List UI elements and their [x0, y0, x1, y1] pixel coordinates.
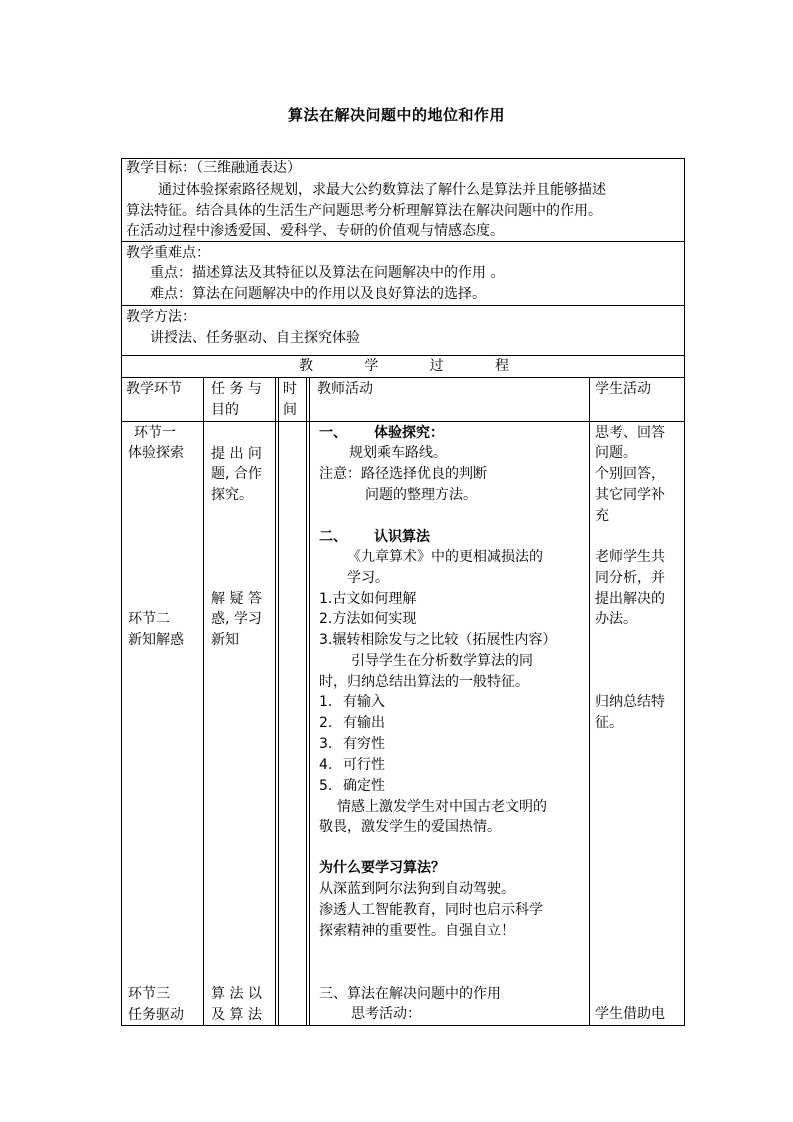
teacher-line: 《九章算术》中的更相减损法的: [347, 549, 543, 565]
teacher-list-item: 1.古文如何理解: [319, 591, 417, 607]
process-header-char: 教: [299, 358, 313, 374]
objectives-line: 在活动过程中渗透爱国、爱科学、专研的价值观与情感态度。: [126, 223, 504, 239]
stage-1-label: 环节一: [134, 425, 176, 441]
teacher-line: 渗透人工智能教育，同时也启示科学: [319, 902, 543, 918]
feature-number: 2.: [319, 715, 333, 731]
column-header-student: 学生活动: [595, 381, 651, 397]
teacher-line: 思考活动：: [351, 1006, 421, 1022]
student-line: 其它同学补: [595, 487, 665, 503]
column-header-task: 任 务 与: [211, 381, 262, 397]
row-divider: [121, 305, 685, 306]
teacher-line: 敬畏，激发学生的爱国热情。: [319, 819, 501, 835]
keypoints-difficult: 难点：算法在问题解决中的作用以及良好算法的选择。: [150, 286, 486, 302]
column-header-stage: 教学环节: [126, 381, 182, 397]
feature-text: 有穷性: [343, 736, 385, 752]
col-divider: [309, 377, 310, 1026]
student-line: 问题。: [595, 445, 637, 461]
process-header: [299, 356, 509, 377]
feature-text: 有输出: [343, 715, 385, 731]
methods-text: 讲授法、任务驱动、自主探究体验: [150, 330, 360, 346]
section-1-title: 体验探究：: [374, 425, 444, 441]
process-header-char: 学: [364, 358, 379, 374]
objectives-line: 通过体验探索路径规划，求最大公约数算法了解什么是算法并且能够描述: [158, 182, 606, 198]
teacher-list-item: 3.辗转相除发与之比较（拓展性内容）: [319, 632, 557, 648]
table-border-right: [684, 158, 685, 1026]
col-divider: [278, 377, 279, 1026]
why-title: 为什么要学习算法？: [319, 860, 445, 876]
feature-number: 5.: [319, 778, 333, 794]
feature-text: 可行性: [343, 757, 385, 773]
column-header-teacher: 教师活动: [317, 381, 373, 397]
student-line: 提出解决的: [595, 591, 665, 607]
objectives-line: 算法特征。结合具体的生活生产问题思考分析理解算法在解决问题中的作用。: [126, 203, 602, 219]
task-1-line: 题, 合作: [211, 466, 262, 482]
column-header-task: 目的: [211, 402, 239, 418]
col-divider: [306, 377, 307, 1026]
process-header-char: 过: [429, 358, 444, 374]
process-header-char: 程: [494, 358, 509, 374]
methods-label: 教学方法：: [126, 309, 196, 325]
task-2-line: 新知: [211, 632, 239, 648]
feature-number: 3.: [319, 736, 333, 752]
student-line: 归纳总结特: [595, 694, 665, 710]
section-2-number: 二、: [319, 529, 347, 545]
stage-3-label: 环节三: [128, 986, 170, 1002]
feature-number: 1.: [319, 694, 333, 710]
student-line: 征。: [595, 715, 623, 731]
student-line: 思考、回答: [595, 425, 665, 441]
teacher-line: 注意：路径选择优良的判断: [319, 466, 487, 482]
teacher-line: 探索精神的重要性。自强自立！: [319, 923, 515, 939]
feature-number: 4.: [319, 757, 333, 773]
teacher-line: 情感上激发学生对中国古老文明的: [337, 799, 547, 815]
teacher-line: 学习。: [347, 570, 389, 586]
stage-2-name: 新知解惑: [128, 632, 184, 648]
feature-text: 有输入: [343, 694, 385, 710]
feature-text: 确定性: [343, 778, 385, 794]
stage-2-label: 环节二: [128, 611, 170, 627]
student-line: 同分析，并: [595, 570, 665, 586]
student-line: 老师学生共: [595, 549, 665, 565]
page-title: 算法在解决问题中的地位和作用: [287, 106, 505, 124]
table-border-left: [121, 158, 122, 1026]
teacher-line: 引导学生在分析数学算法的同: [351, 653, 533, 669]
task-3-line: 及 算 法: [211, 1007, 262, 1023]
objectives-label: 教学目标：（三维融通表达）: [126, 160, 301, 176]
keypoints-label: 教学重难点：: [126, 245, 210, 261]
keypoints-key: 重点：描述算法及其特征以及算法在问题解决中的作用 。: [150, 265, 505, 281]
task-3-line: 算 法 以: [211, 986, 262, 1002]
student-line: 充: [595, 508, 609, 524]
student-line: 个别回答，: [595, 466, 665, 482]
column-header-time: 间: [283, 402, 297, 418]
row-divider: [121, 421, 685, 422]
task-1-line: 提 出 问: [211, 446, 262, 462]
section-2-title: 认识算法: [374, 529, 430, 545]
row-divider: [121, 377, 685, 378]
section-3-title: 三、算法在解决问题中的作用: [319, 986, 501, 1002]
stage-1-name: 体验探索: [128, 445, 184, 461]
table-border-bottom: [121, 1025, 685, 1026]
stage-3-name: 任务驱动: [128, 1007, 184, 1023]
task-2-line: 解 疑 答: [211, 591, 262, 607]
task-2-line: 惑, 学习: [211, 611, 262, 627]
col-divider: [589, 377, 590, 1026]
student-line: 办法。: [595, 611, 637, 627]
teacher-line: 时，归纳总结出算法的一般特征。: [319, 674, 529, 690]
task-1-line: 探究。: [211, 487, 253, 503]
student-line: 学生借助电: [595, 1006, 665, 1022]
col-divider: [275, 377, 276, 1026]
teacher-list-item: 2.方法如何实现: [319, 611, 417, 627]
section-1-number: 一、: [319, 425, 347, 441]
teacher-line: 从深蓝到阿尔法狗到自动驾驶。: [319, 881, 515, 897]
column-header-time: 时: [283, 381, 297, 397]
teacher-line: 规划乘车路线。: [349, 445, 447, 461]
col-divider: [203, 377, 204, 1026]
teacher-line: 问题的整理方法。: [365, 487, 477, 503]
